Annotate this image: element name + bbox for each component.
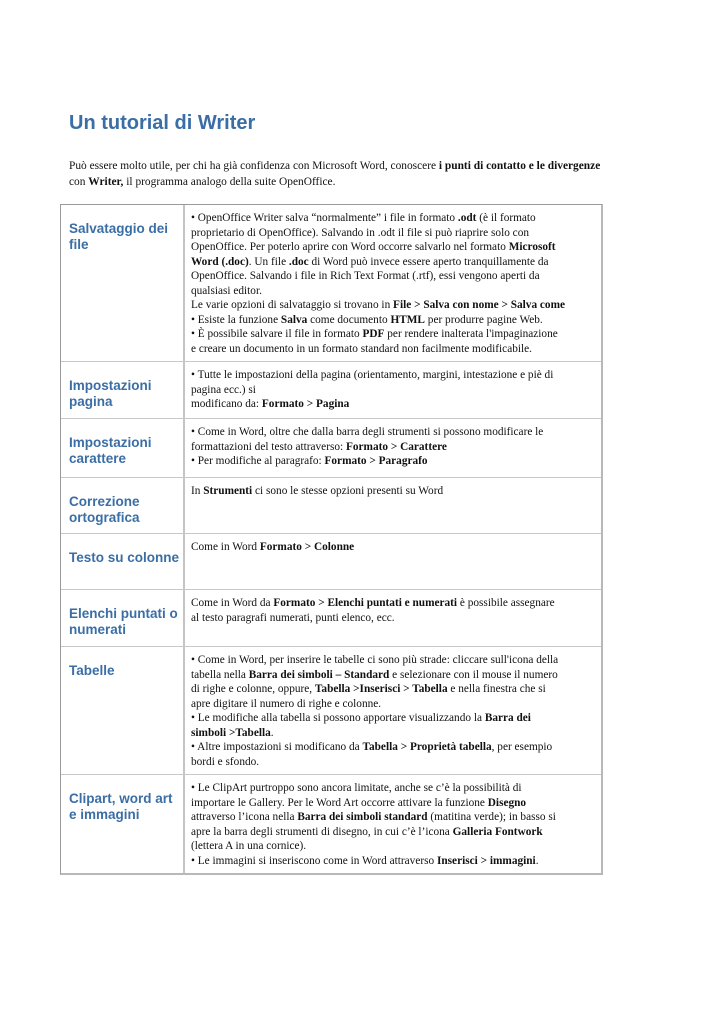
bold-text: Barra dei simboli standard xyxy=(297,811,428,823)
table-row xyxy=(61,647,601,775)
text-run: attraverso l’icona nella xyxy=(191,811,298,823)
table-row xyxy=(61,534,601,590)
row-heading: Impostazioni pagina xyxy=(61,362,185,418)
text-run: apre digitare il numero di righe e colonne. xyxy=(191,697,382,710)
text-run: Come in Word xyxy=(191,541,260,553)
bold-text: Barra dei xyxy=(484,712,531,724)
row-content xyxy=(185,534,601,589)
content-line xyxy=(191,368,595,383)
content-line xyxy=(191,781,595,796)
text-run: (matitina verde); in basso si xyxy=(427,811,556,823)
text-run: • Esiste la funzione xyxy=(191,313,281,326)
text-run: • Tutte le impostazioni della pagina (orientamento, margini, intestazione e piè di xyxy=(191,369,554,381)
content-line xyxy=(191,697,595,712)
content-line xyxy=(191,397,595,412)
table-row xyxy=(61,590,601,647)
row-content xyxy=(185,647,601,774)
row-content xyxy=(185,419,601,477)
text-run: . xyxy=(535,854,539,867)
bold-text: .odt xyxy=(457,212,477,224)
content-line xyxy=(191,711,595,726)
content-line xyxy=(191,327,595,342)
content-line xyxy=(191,682,595,697)
text-run: apre la barra degli strumenti di disegno, in cui c’è l’icona xyxy=(191,825,453,838)
text-run: per produrre pagine Web. xyxy=(424,313,543,326)
text-run: ci sono le stesse opzioni presenti su Word xyxy=(252,485,444,497)
intro-line xyxy=(69,158,649,174)
content-line xyxy=(191,854,595,869)
bold-text: Formato > Pagina xyxy=(261,398,350,410)
text-run: • Come in Word, oltre che dalla barra degli strumenti si possono modificare le xyxy=(191,426,544,438)
row-heading: Tabelle xyxy=(61,647,185,774)
text-run: • Per modifiche al paragrafo: xyxy=(191,455,325,467)
bold-text: Formato > Elenchi puntati e numerati xyxy=(273,597,458,609)
content-line xyxy=(191,240,595,255)
bold-text: PDF xyxy=(362,328,385,340)
bold-text: Strumenti xyxy=(203,485,253,497)
text-run: . Un file xyxy=(248,255,289,268)
text-run: . xyxy=(270,726,274,739)
text-run: In xyxy=(191,485,204,497)
bold-text: Writer, xyxy=(88,176,124,188)
row-content xyxy=(185,775,601,873)
content-line xyxy=(191,255,595,270)
content-line xyxy=(191,740,595,755)
bold-text: File > Salva con nome > Salva come xyxy=(393,299,566,311)
bold-text: Tabella > Proprietà tabella xyxy=(362,741,492,753)
content-line xyxy=(191,298,595,313)
bold-text: Formato > Paragrafo xyxy=(324,455,428,467)
text-run: Come in Word da xyxy=(191,597,274,609)
bold-text: Tabella >Inserisci > Tabella xyxy=(314,683,448,695)
row-heading: Salvataggio dei file xyxy=(61,205,185,361)
content-line xyxy=(191,839,595,854)
text-run: Può essere molto utile, per chi ha già confidenza con Microsoft Word, conoscere xyxy=(69,160,439,172)
content-line xyxy=(191,810,595,825)
table-row xyxy=(61,362,601,419)
content-line xyxy=(191,211,595,226)
comparison-table xyxy=(60,204,603,875)
row-content xyxy=(185,205,601,361)
text-run: bordi e sfondo. xyxy=(191,755,260,768)
text-run: come documento xyxy=(307,313,391,326)
text-run: qualsiasi editor. xyxy=(191,284,262,297)
text-run: (lettera A in una cornice). xyxy=(191,840,307,852)
content-line xyxy=(191,796,595,811)
content-line xyxy=(191,342,595,357)
text-run: e creare un documento in un formato standard non facilmente modificabile. xyxy=(191,342,532,355)
content-line xyxy=(191,226,595,241)
content-line xyxy=(191,825,595,840)
text-run: (è il formato xyxy=(476,212,536,224)
page-title: Un tutorial di Writer xyxy=(69,112,256,134)
text-run: di Word può invece essere aperto tranquillamente da xyxy=(308,255,549,268)
row-heading: Impostazioni carattere xyxy=(61,419,185,477)
bold-text: i punti di contatto e le divergenze xyxy=(438,160,601,172)
content-line xyxy=(191,383,595,398)
text-run: di righe e colonne, oppure, xyxy=(191,683,315,695)
content-line xyxy=(191,313,595,328)
content-line xyxy=(191,484,595,499)
content-line xyxy=(191,540,595,555)
content-line xyxy=(191,596,595,611)
bold-text: Word (.doc) xyxy=(191,255,249,268)
table-row xyxy=(61,478,601,534)
row-content xyxy=(185,362,601,418)
row-heading: Correzione ortografica xyxy=(61,478,185,533)
bold-text: Formato > Carattere xyxy=(345,440,447,453)
text-run: modificano da: xyxy=(191,398,262,410)
row-content xyxy=(185,478,601,533)
text-run: • Altre impostazioni si modificano da xyxy=(191,741,363,753)
text-run: proprietario di OpenOffice). Salvando in .odt il file si può riaprire solo con xyxy=(191,226,529,239)
bold-text: Microsoft xyxy=(508,241,556,253)
text-run: • Le ClipArt purtroppo sono ancora limitate, anche se c’è la possibilità di xyxy=(191,782,522,794)
content-line xyxy=(191,755,595,770)
content-line xyxy=(191,269,595,284)
table-row xyxy=(61,775,601,873)
text-run: , per esempio xyxy=(491,741,553,753)
text-run: è possibile assegnare xyxy=(457,597,555,609)
bold-text: Salva xyxy=(280,313,308,326)
intro-line xyxy=(69,174,649,190)
text-run: e nella finestra che si xyxy=(447,683,546,695)
row-content xyxy=(185,590,601,646)
text-run: al testo paragrafi numerati, punti elenco, ecc. xyxy=(191,611,395,624)
text-run: • Le modifiche alla tabella si possono apportare visualizzando la xyxy=(191,712,485,724)
content-line xyxy=(191,726,595,741)
text-run: tabella nella xyxy=(191,668,249,681)
text-run: OpenOffice. Salvando i file in Rich Text Format (.rtf), essi vengono aperti da xyxy=(191,270,540,282)
text-run: • OpenOffice Writer salva “normalmente” i file in formato xyxy=(191,212,458,224)
text-run: per rendere inalterata l'impaginazione xyxy=(384,328,558,340)
content-line xyxy=(191,284,595,299)
bold-text: simboli >Tabella xyxy=(191,726,271,739)
bold-text: Disegno xyxy=(487,796,527,809)
text-run: pagina ecc.) si xyxy=(191,383,256,396)
bold-text: Inserisci > immagini xyxy=(436,854,536,867)
text-run: e selezionare con il mouse il numero xyxy=(389,668,558,681)
content-line xyxy=(191,653,595,668)
row-heading: Clipart, word art e immagini xyxy=(61,775,185,873)
row-heading: Elenchi puntati o numerati xyxy=(61,590,185,646)
table-row xyxy=(61,419,601,478)
text-run: con xyxy=(69,176,89,188)
content-line xyxy=(191,425,595,440)
bold-text: Barra dei simboli – Standard xyxy=(248,668,390,681)
content-line xyxy=(191,611,595,626)
bold-text: Galleria Fontwork xyxy=(452,825,543,838)
bold-text: HTML xyxy=(390,313,425,326)
intro-paragraph xyxy=(69,158,649,190)
text-run: • Come in Word, per inserire le tabelle ci sono più strade: cliccare sull'icona della xyxy=(191,654,559,666)
text-run: il programma analogo della suite OpenOffice. xyxy=(123,176,336,188)
bold-text: .doc xyxy=(288,255,309,268)
text-run: OpenOffice. Per poterlo aprire con Word occorre salvarlo nel formato xyxy=(191,241,509,253)
table-row xyxy=(61,205,601,362)
row-heading: Testo su colonne xyxy=(61,534,185,589)
content-line xyxy=(191,668,595,683)
text-run: importare le Gallery. Per le Word Art occorre attivare la funzione xyxy=(191,796,488,809)
bold-text: Formato > Colonne xyxy=(259,541,355,553)
text-run: Le varie opzioni di salvataggio si trovano in xyxy=(191,299,394,311)
content-line xyxy=(191,440,595,455)
text-run: • È possibile salvare il file in formato xyxy=(191,328,363,340)
text-run: • Le immagini si inseriscono come in Word attraverso xyxy=(191,854,437,867)
text-run: formattazioni del testo attraverso: xyxy=(191,440,346,453)
content-line xyxy=(191,454,595,469)
